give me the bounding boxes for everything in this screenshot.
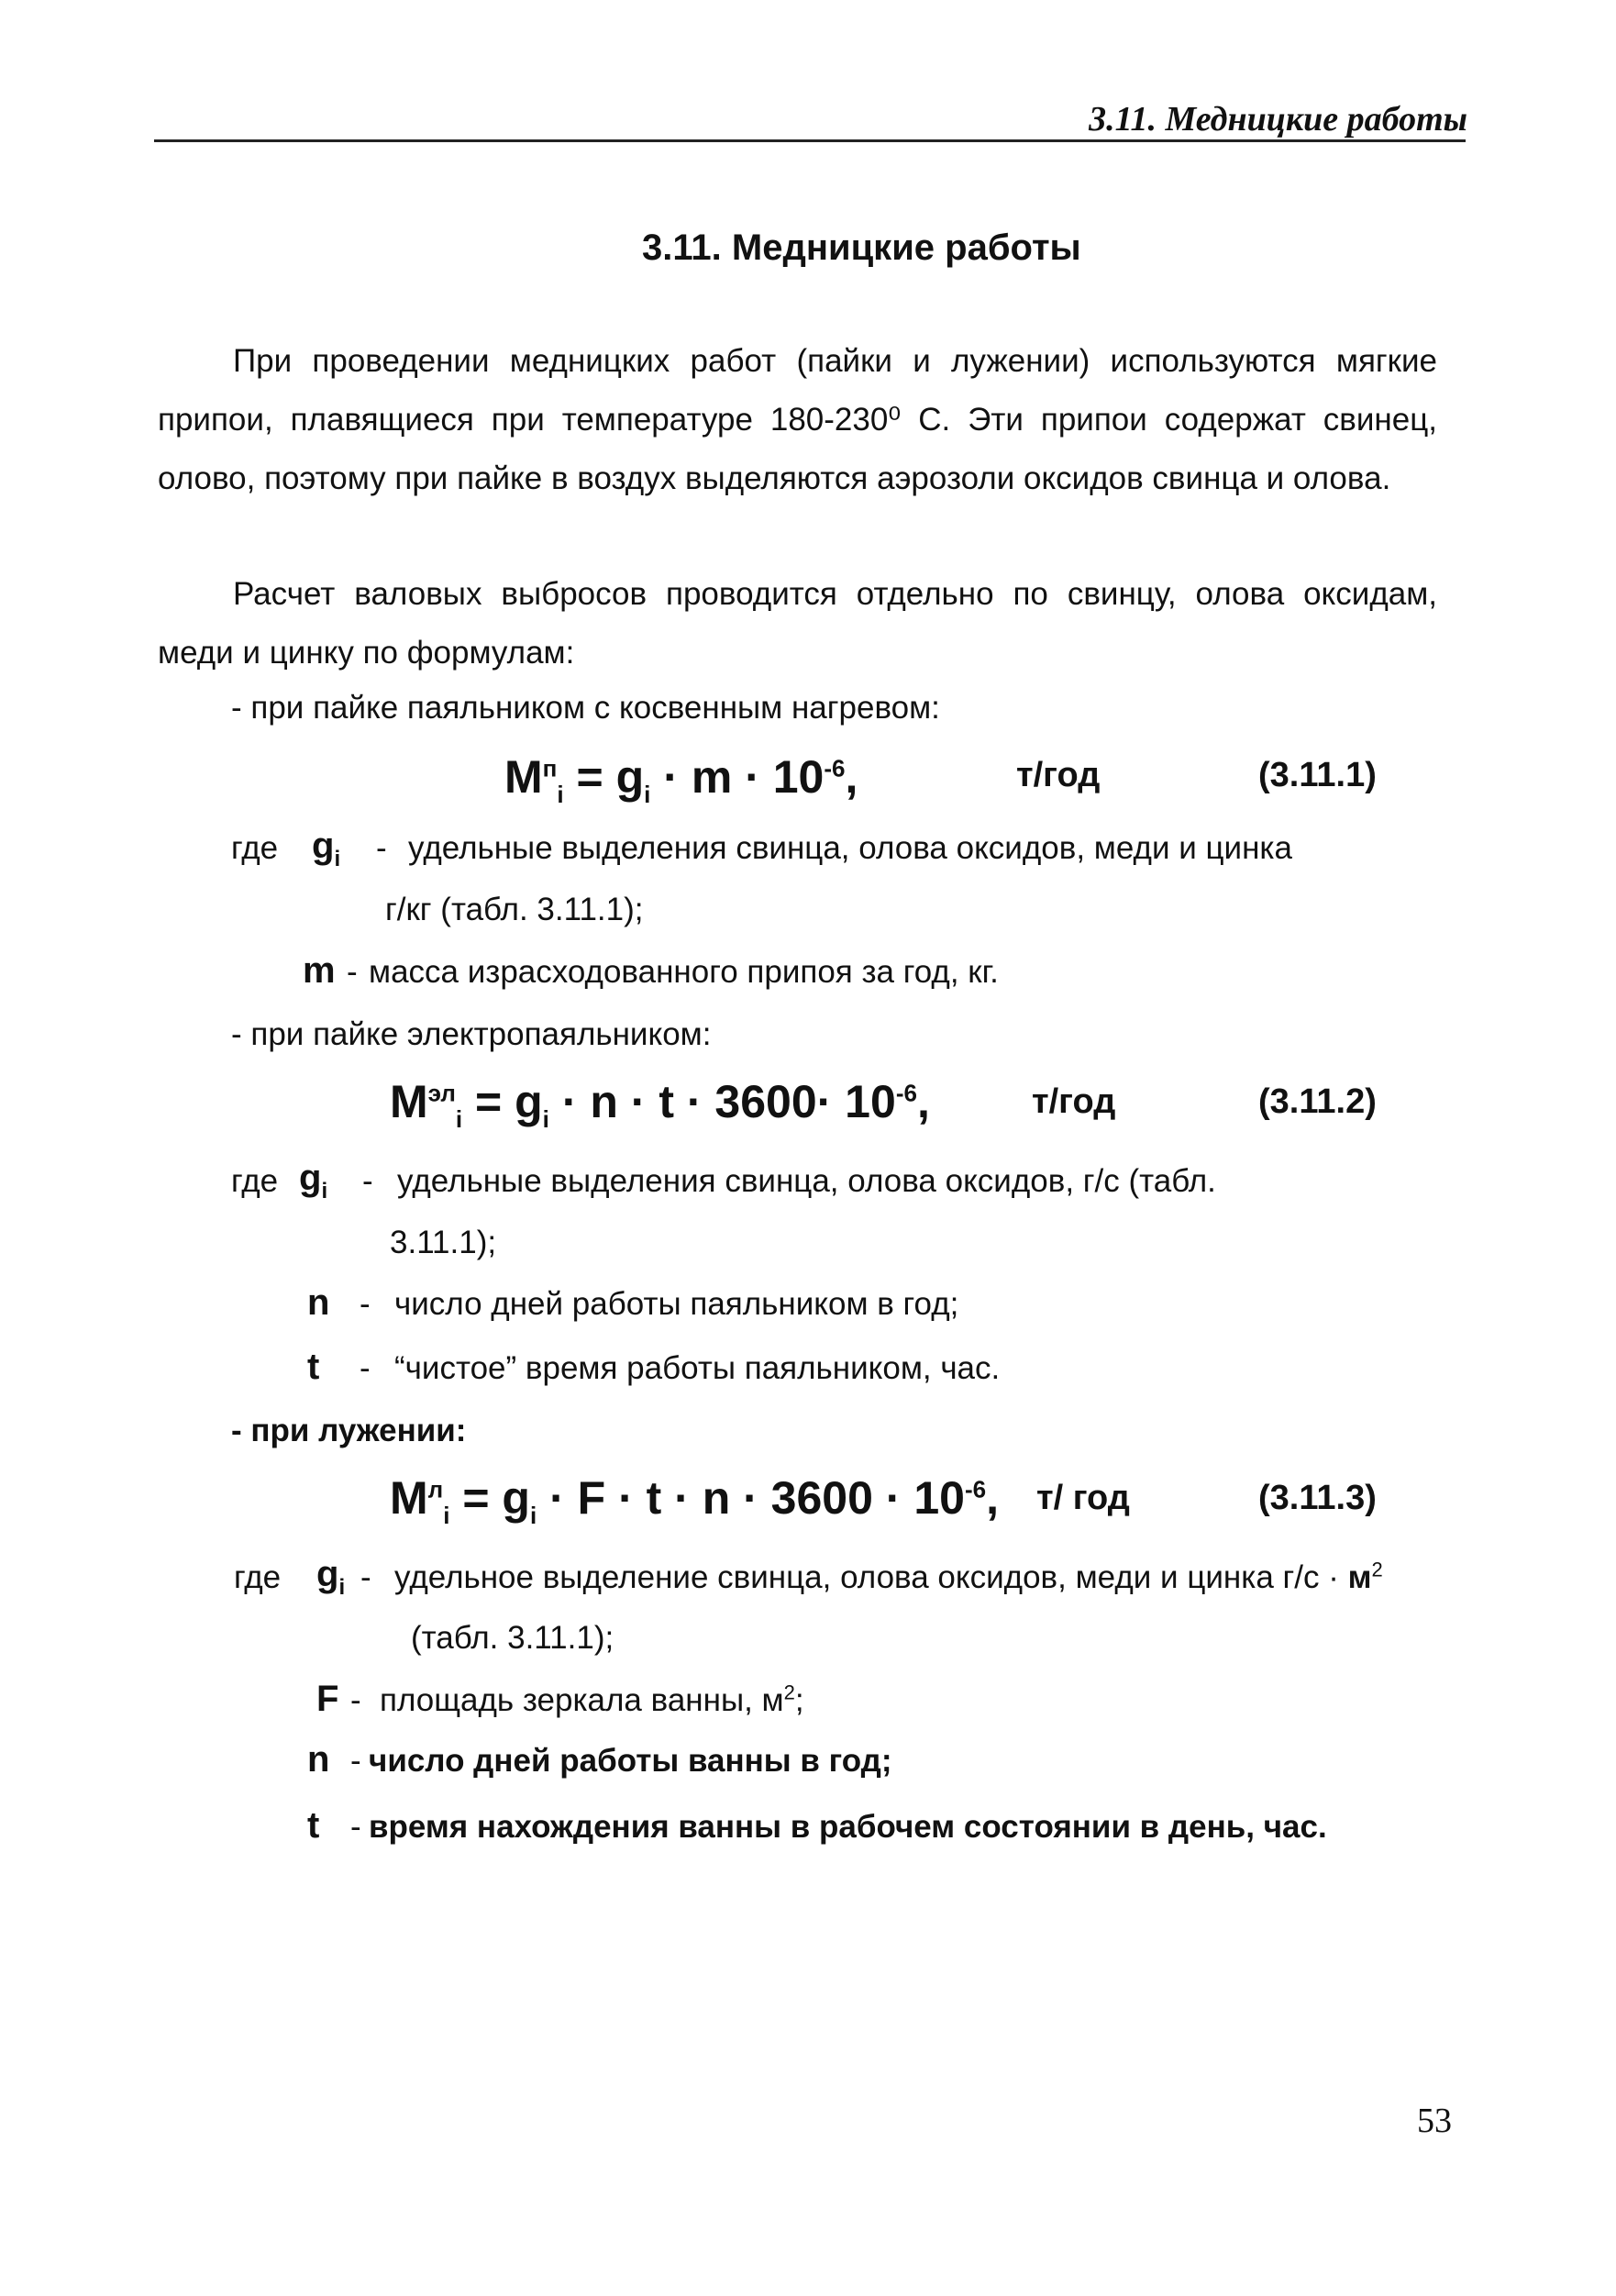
definition-t-3: время нахождения ванны в рабочем состоянии в день, час.: [369, 1809, 1327, 1845]
definition-gi-3-cont: (табл. 3.11.1);: [411, 1620, 614, 1656]
dash-gi-1: -: [376, 830, 387, 866]
calc-paragraph: Расчет валовых выбросов проводится отдельно по свинцу, олова оксидам, меди и цинку по формулам:: [158, 576, 1437, 671]
formula-3-11-1: $M^п_i = g_i \cdot m \cdot 10^{-6}$,: [504, 751, 858, 808]
dash-gi-2: -: [362, 1163, 373, 1199]
dash-t-2: -: [360, 1350, 371, 1386]
header-rule: [154, 139, 1466, 142]
units-3-11-3: т/ год: [1036, 1479, 1130, 1517]
dash-m: -: [347, 954, 358, 990]
case1-heading: - при пайке паяльником с косвенным нагревом:: [231, 690, 940, 726]
where-label-1: где: [231, 830, 279, 866]
definition-t-2: “чистое” время работы паяльником, час.: [394, 1350, 1001, 1386]
equation-number-3-11-3: (3.11.3): [1258, 1479, 1377, 1517]
symbol-n-2: n: [307, 1282, 330, 1323]
where-label-3: где: [234, 1559, 282, 1595]
section-title: 3.11. Медницкие работы: [642, 227, 1081, 268]
definition-gi-1-cont: г/кг (табл. 3.11.1);: [385, 892, 644, 927]
definition-n-2: число дней работы паяльником в год;: [394, 1286, 959, 1322]
equation-number-3-11-2: (3.11.2): [1258, 1082, 1377, 1121]
symbol-m: m: [303, 950, 336, 991]
dash-gi-3: -: [360, 1559, 371, 1595]
dash-t-3: -: [350, 1809, 361, 1845]
equation-number-3-11-1: (3.11.1): [1258, 756, 1377, 794]
formula-3-11-3: $M^л_i = g_i \cdot F \cdot t \cdot n \cdot 3600 \cdot 10^{-6}$,: [390, 1472, 999, 1529]
symbol-t-3: t: [307, 1805, 320, 1846]
where-label-2: где: [231, 1163, 279, 1199]
symbol-gi-2: $g_i$: [299, 1158, 328, 1203]
symbol-gi-1: $g_i$: [312, 826, 341, 871]
case3-heading: - при лужении:: [231, 1413, 467, 1448]
case2-heading: - при пайке электропаяльником:: [231, 1016, 712, 1052]
symbol-t-2: t: [307, 1347, 320, 1387]
dash-n-3: -: [350, 1743, 361, 1779]
definition-gi-3: удельное выделение свинца, олова оксидов, меди и цинка $г/с \cdot м^2$: [394, 1558, 1383, 1595]
page-number: 53: [1417, 2102, 1452, 2140]
symbol-F: F: [316, 1679, 339, 1719]
running-head: 3.11. Медницкие работы: [1089, 100, 1467, 139]
definition-n-3: число дней работы ванны в год;: [369, 1743, 892, 1779]
symbol-n-3: n: [307, 1739, 330, 1780]
units-3-11-1: т/год: [1016, 756, 1101, 794]
intro-paragraph: При проведении медницких работ (пайки и лужении) используются мягкие припои, плавящиеся при температуре 180-230⁰ С. Эти припои содержат свинец, олово, поэтому при пайке в воздух выделяются аэрозоли оксидов свинца и олова.: [158, 343, 1437, 496]
definition-gi-1: удельные выделения свинца, олова оксидов, меди и цинка: [408, 830, 1292, 866]
dash-n-2: -: [360, 1286, 371, 1322]
definition-gi-2-cont: 3.11.1);: [390, 1225, 497, 1260]
dash-F: -: [350, 1682, 361, 1718]
units-3-11-2: т/год: [1032, 1082, 1116, 1121]
definition-F: площадь зеркала ванны, $м^2$;: [380, 1680, 804, 1718]
formula-3-11-2: $M^{эл}_i = g_i \cdot n \cdot t \cdot 3600\cdot 10^{-6}$,: [390, 1076, 930, 1133]
definition-m: масса израсходованного припоя за год, кг.: [369, 954, 999, 990]
symbol-gi-3: $g_i$: [316, 1554, 346, 1600]
definition-gi-2: удельные выделения свинца, олова оксидов, г/с (табл.: [397, 1163, 1216, 1199]
